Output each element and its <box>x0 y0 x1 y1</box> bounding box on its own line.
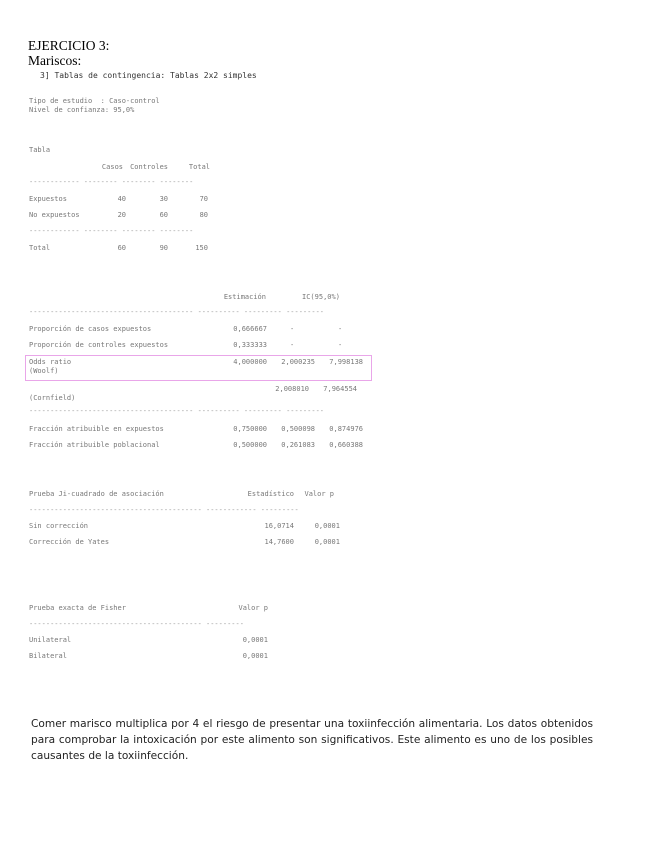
col-header-pvalue: Valor p <box>304 490 334 498</box>
table-row-label: Proporción de casos expuestos <box>29 325 152 333</box>
table-cell: 0,0001 <box>314 522 340 530</box>
table-cell: 80 <box>199 211 208 219</box>
table-cell: 0,0001 <box>242 652 268 660</box>
table-cell: - <box>338 341 343 349</box>
table-row-label: Bilateral <box>29 652 67 660</box>
table-cell: 0,500098 <box>281 425 315 433</box>
divider: ------------ -------- -------- -------- <box>29 178 194 186</box>
table-cell: 2,000235 <box>281 358 315 366</box>
table-cell: 20 <box>117 211 126 219</box>
table-cell: 0,750000 <box>233 425 267 433</box>
col-header-controls: Controles <box>130 163 168 171</box>
table-cell: 0,261083 <box>281 441 315 449</box>
chi-square-title: Prueba Ji-cuadrado de asociación <box>29 490 164 498</box>
table-cell: 60 <box>159 211 168 219</box>
divider: ------------ -------- -------- -------- <box>29 227 194 235</box>
conclusion-paragraph: Comer marisco multiplica por 4 el riesgo de presentar una toxiinfección alimentaria. Los datos obtenidos para comprobar la intoxicación por este alimento son significativos. Este alimento es uno de los posibles causantes de la toxiinfección. <box>31 718 593 762</box>
col-header-statistic: Estadístico <box>247 490 294 498</box>
col-header-cases: Casos <box>101 163 123 171</box>
table-cell: 14,7600 <box>264 538 294 546</box>
table-cell: 30 <box>159 195 168 203</box>
col-header-ci: IC(95,0%) <box>302 293 340 301</box>
col-header-pvalue: Valor p <box>238 604 268 612</box>
table-row-label: Fracción atribuible en expuestos <box>29 425 164 433</box>
table-cell: 2,008010 <box>275 385 309 393</box>
table-row-label: Proporción de controles expuestos <box>29 341 169 349</box>
col-header-total: Total <box>188 163 210 171</box>
table-cell: 0,333333 <box>233 341 267 349</box>
table-row-label: Unilateral <box>29 636 72 644</box>
table-cell: 7,998138 <box>329 358 363 366</box>
table-cell: 4,000000 <box>233 358 267 366</box>
table-row-label: Fracción atribuible poblacional <box>29 441 160 449</box>
confidence-level: Nivel de confianza: 95,0% <box>29 106 135 114</box>
table-row-label: Sin corrección <box>29 522 89 530</box>
table-cell: 60 <box>117 244 126 252</box>
table-row-label: Total <box>29 244 51 252</box>
table-cell: - <box>290 341 295 349</box>
table-cell: 0,660388 <box>329 441 363 449</box>
divider: ----------------------------------------- ------------ --------- <box>29 506 299 514</box>
table-cell: - <box>338 325 343 333</box>
exercise-subtitle: Mariscos: <box>28 53 82 68</box>
table-row-label: (Cornfield) <box>29 394 76 402</box>
table-cell: 0,0001 <box>314 538 340 546</box>
fisher-title: Prueba exacta de Fisher <box>29 604 126 612</box>
table-cell: - <box>290 325 295 333</box>
divider: --------------------------------------- ---------- --------- --------- <box>29 308 325 316</box>
table-cell: 0,500000 <box>233 441 267 449</box>
table-cell: 90 <box>159 244 168 252</box>
table-cell: 0,666667 <box>233 325 267 333</box>
analysis-section-title: 3] Tablas de contingencia: Tablas 2x2 simples <box>40 71 257 80</box>
table-label: Tabla <box>29 146 51 154</box>
table-row-label: Corrección de Yates <box>29 538 110 546</box>
table-cell: 7,964554 <box>323 385 357 393</box>
exercise-title: EJERCICIO 3: <box>28 38 110 53</box>
table-cell: 40 <box>117 195 126 203</box>
table-cell: 70 <box>199 195 208 203</box>
table-row-label: Odds ratio <box>29 358 72 366</box>
table-cell: 16,0714 <box>264 522 294 530</box>
study-type: Tipo de estudio : Caso-control <box>29 97 160 105</box>
divider: --------------------------------------- ---------- --------- --------- <box>29 407 325 415</box>
table-row-label: No expuestos <box>29 211 80 219</box>
table-cell: 150 <box>195 244 208 252</box>
table-cell: 0,0001 <box>242 636 268 644</box>
table-row-label: Expuestos <box>29 195 67 203</box>
col-header-estimate: Estimación <box>223 293 266 301</box>
divider: ----------------------------------------- --------- <box>29 620 244 628</box>
table-row-sublabel: (Woolf) <box>29 367 59 375</box>
table-cell: 0,874976 <box>329 425 363 433</box>
